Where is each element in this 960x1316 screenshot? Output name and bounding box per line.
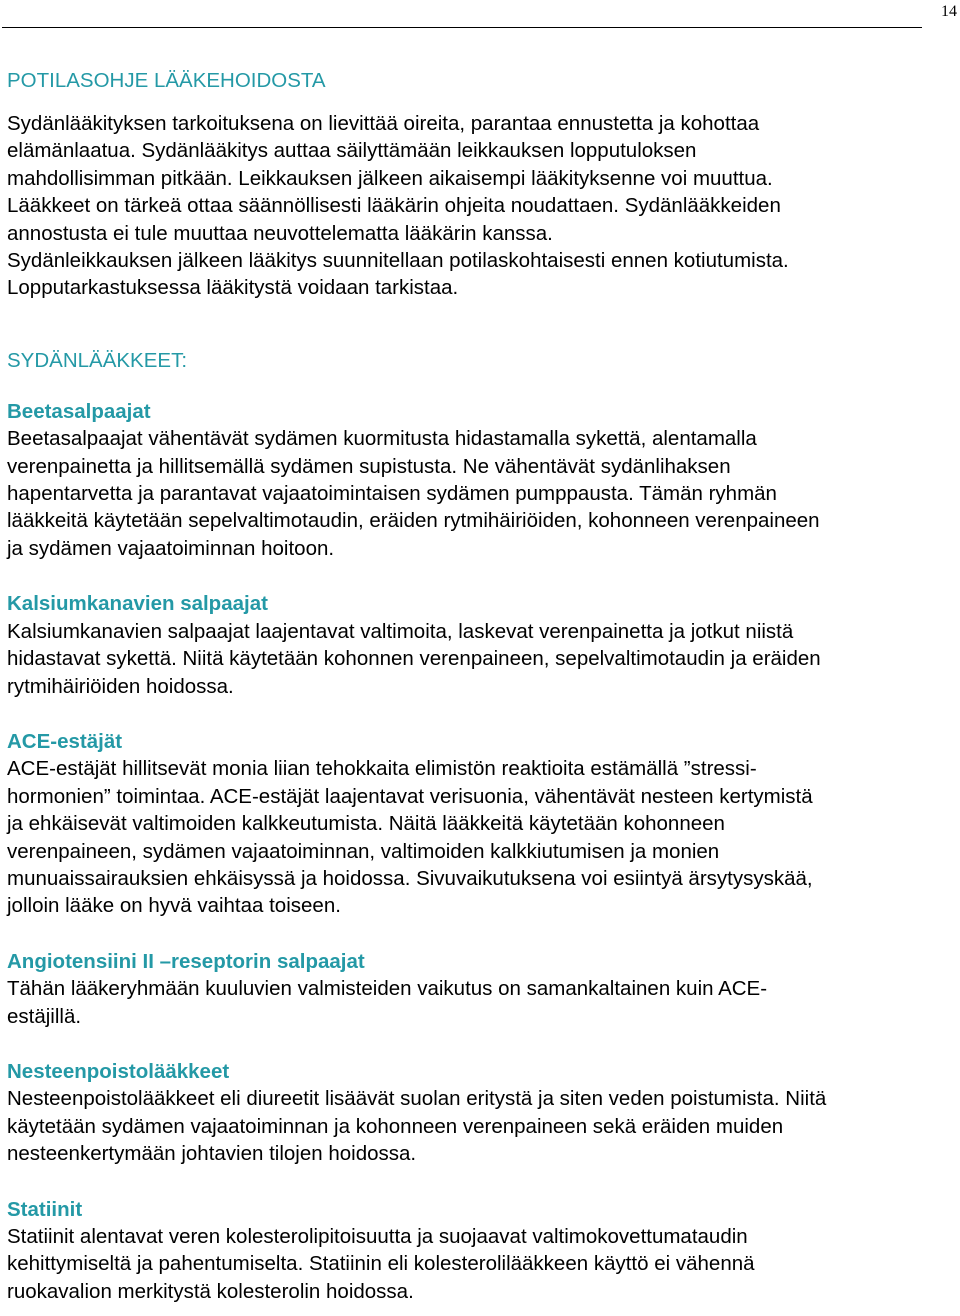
intro-line: Sydänleikkauksen jälkeen lääkitys suunnitellaan potilaskohtaisesti ennen kotiutumista.	[7, 249, 789, 273]
drug-section-beetasalpaajat	[7, 398, 957, 562]
drug-title: Kalsiumkanavien salpaajat	[7, 592, 268, 616]
drug-line: Tähän lääkeryhmään kuuluvien valmisteiden vaikutus on samankaltainen kuin ACE-	[7, 977, 768, 1001]
drug-title: ACE-estäjät	[7, 729, 123, 753]
drug-line: käytetään sydämen vajaatoiminnan ja kohonneen verenpaineen sekä eräiden muiden	[7, 1114, 784, 1138]
drug-line: ruokavalion merkitystä kolesterolin hoidossa.	[7, 1279, 414, 1303]
drug-line: hidastavat sykettä. Niitä käytetään kohonnen verenpaineen, sepelvaltimotaudin ja eräiden	[7, 647, 821, 671]
drug-line: lääkkeitä käytetään sepelvaltimotaudin, eräiden rytmihäiriöiden, kohonneen verenpaineen	[7, 509, 820, 533]
drug-line: nesteenkertymään johtavien tilojen hoidossa.	[7, 1142, 417, 1166]
intro-line: elämänlaatua. Sydänlääkitys auttaa säilyttämään leikkauksen lopputuloksen	[7, 139, 697, 163]
drug-line: munuaissairauksien ehkäisyssä ja hoidossa. Sivuvaikutuksena voi esiintyä ärsytysyskää,	[7, 866, 813, 890]
drug-section-ace-estajat	[7, 728, 957, 920]
intro-line: mahdollisimman pitkään. Leikkauksen jälkeen aikaisempi lääkityksenne voi muuttua.	[7, 166, 773, 190]
drug-line: Kalsiumkanavien salpaajat laajentavat valtimoita, laskevat verenpainetta ja jotkut niistä	[7, 619, 794, 643]
document-title: POTILASOHJE LÄÄKEHOIDOSTA	[7, 69, 326, 92]
intro-line: Lopputarkastuksessa lääkitystä voidaan tarkistaa.	[7, 276, 459, 300]
header-rule	[2, 27, 922, 28]
drug-line: Statiinit alentavat veren kolesterolipitoisuutta ja suojaavat valtimokovettumataudin	[7, 1225, 748, 1248]
drug-line: Nesteenpoistolääkkeet eli diureetit lisäävät suolan eritystä ja siten veden poistumista. Niitä	[7, 1087, 827, 1111]
drug-title: Nesteenpoistolääkkeet	[7, 1059, 230, 1083]
drug-line: kehittymiseltä ja pahentumiselta. Statiinin eli kolesterolilääkkeen käyttö ei vähennä	[7, 1252, 755, 1276]
drug-title: Angiotensiini II –reseptorin salpaajat	[7, 949, 365, 973]
intro-line: Sydänlääkityksen tarkoituksena on lievittää oireita, parantaa ennustetta ja kohottaa	[7, 112, 760, 135]
drug-line: Beetasalpaajat vähentävät sydämen kuormitusta hidastamalla sykettä, alentamalla	[7, 427, 757, 451]
drug-line: ja sydämen vajaatoiminnan hoitoon.	[7, 536, 335, 560]
document-body	[7, 68, 957, 1305]
drug-line: rytmihäiriöiden hoidossa.	[7, 674, 234, 698]
drug-section-nesteenpoistolaakkeet	[7, 1058, 957, 1168]
intro-line: annostusta ei tule muuttaa neuvottelematta lääkärin kanssa.	[7, 221, 553, 245]
page-number: 14	[941, 3, 957, 20]
section-title: SYDÄNLÄÄKKEET:	[7, 348, 188, 372]
drug-line: hapentarvetta ja parantavat vajaatoimintaisen sydämen pumppausta. Tämän ryhmän	[7, 482, 777, 506]
drug-line: jolloin lääke on hyvä vaihtaa toiseen.	[7, 894, 341, 918]
drug-title: Beetasalpaajat	[7, 399, 151, 423]
drug-line: hormonien” toimintaa. ACE-estäjät laajentavat verisuonia, vähentävät nesteen kertymistä	[7, 784, 813, 808]
drug-line: ja ehkäisevät valtimoiden kalkkeutumista. Näitä lääkkeitä käytetään kohonneen	[7, 812, 725, 836]
drug-line: ACE-estäjät hillitsevät monia liian tehokkaita elimistön reaktioita estämällä ”stressi-	[7, 757, 757, 781]
drug-line: estäjillä.	[7, 1004, 82, 1028]
drug-line: verenpainetta ja hillitsemällä sydämen supistusta. Ne vähentävät sydänlihaksen	[7, 454, 731, 478]
drug-section-statiinit	[7, 1196, 957, 1306]
drug-line: verenpaineen, sydämen vajaatoiminnan, valtimoiden kalkkiutumisen ja monien	[7, 839, 720, 863]
drug-section-angiotensiini	[7, 948, 957, 1030]
drug-title: Statiinit	[7, 1197, 83, 1221]
intro-paragraph	[7, 110, 957, 302]
intro-line: Lääkkeet on tärkeä ottaa säännöllisesti lääkärin ohjeita noudattaen. Sydänlääkkeiden	[7, 194, 781, 218]
drug-section-kalsiumkanavien-salpaajat	[7, 590, 957, 700]
